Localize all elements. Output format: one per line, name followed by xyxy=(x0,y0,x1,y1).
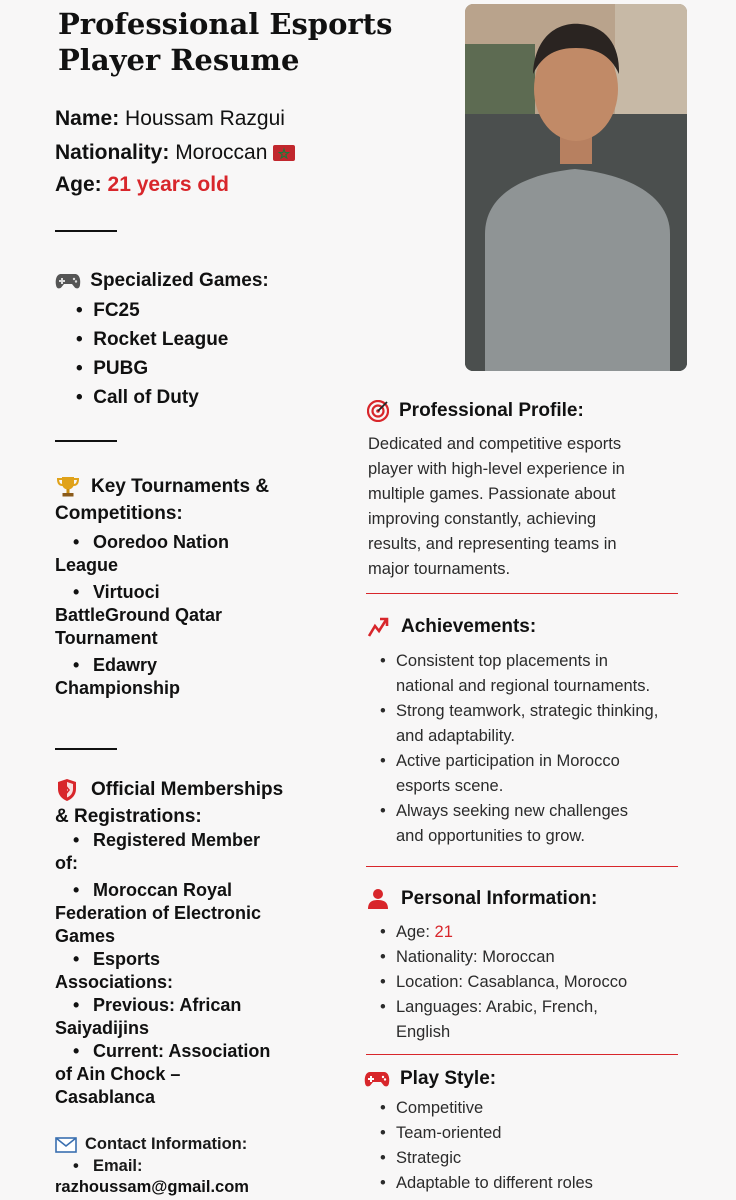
envelope-icon xyxy=(55,1137,77,1153)
achievement-item: • Strong teamwork, strategic thinking, and adaptability. xyxy=(380,702,659,745)
tournament-line: League xyxy=(55,555,119,575)
membership-line: Games xyxy=(55,926,116,946)
personal-languages: • Languages: Arabic, French, xyxy=(380,998,598,1016)
achievements-list xyxy=(368,649,658,849)
nationality-value: Moroccan xyxy=(175,141,268,164)
nationality-line xyxy=(55,138,295,167)
section-divider xyxy=(366,1054,678,1055)
shield-icon xyxy=(57,778,77,802)
tournament-line: BattleGround Qatar xyxy=(55,605,223,625)
personal-list: • Age: 21 • Nationality: Moroccan • Location: Casablanca, Morocco • Languages: Arabic, French, English xyxy=(368,920,627,1045)
achievement-item: • Active participation in Morocco esports scene. xyxy=(380,752,620,795)
playstyle-item: • Adaptable to different roles xyxy=(380,1174,593,1192)
chart-arrow-icon xyxy=(367,616,389,638)
trophy-icon xyxy=(55,476,81,498)
membership-line: Associations: xyxy=(55,972,174,992)
games-heading xyxy=(55,267,269,294)
playstyle-heading: Play Style: xyxy=(364,1066,496,1092)
achievement-item: • Consistent top placements in national and regional tournaments. xyxy=(380,652,651,695)
contact-email-label: • Email: xyxy=(73,1157,143,1175)
game-item: • PUBG xyxy=(76,358,149,379)
memberships-heading: Official Memberships & Registrations: xyxy=(55,779,284,827)
personal-heading: Personal Information: xyxy=(367,886,597,912)
gamepad-icon xyxy=(55,271,81,291)
membership-line: • Registered Member xyxy=(73,830,261,850)
playstyle-item: • Team-oriented xyxy=(380,1124,502,1142)
divider xyxy=(55,230,117,232)
tournaments-heading: Key Tournaments & Competitions: xyxy=(55,476,270,524)
age-value: 21 years old xyxy=(107,173,229,196)
tournament-line: Championship xyxy=(55,678,180,698)
section-divider xyxy=(366,593,678,594)
profile-heading: Professional Profile: xyxy=(367,398,584,424)
divider xyxy=(55,748,117,750)
membership-line: Saiyadijins xyxy=(55,1018,150,1038)
achievement-item: • Always seeking new challenges and opportunities to grow. xyxy=(380,802,629,845)
membership-line: • Esports xyxy=(73,949,161,969)
game-item: • Call of Duty xyxy=(76,387,199,408)
name-line xyxy=(55,104,285,133)
age-label: Age: xyxy=(55,173,102,196)
personal-location: • Location: Casablanca, Morocco xyxy=(380,973,628,991)
contact-email-link[interactable]: razhoussam@gmail.com xyxy=(55,1178,249,1196)
nationality-label: Nationality: xyxy=(55,141,170,164)
profile-photo xyxy=(465,4,687,371)
membership-line: • Previous: African xyxy=(73,995,242,1015)
memberships-list xyxy=(55,829,270,1109)
flag-icon xyxy=(273,145,295,161)
games-heading-text: Specialized Games: xyxy=(90,270,269,291)
contact-heading: Contact Information: xyxy=(55,1133,247,1155)
tournaments-list xyxy=(55,531,229,700)
personal-nationality: • Nationality: Moroccan xyxy=(380,948,555,966)
personal-age: • Age: 21 xyxy=(380,923,453,941)
playstyle-list xyxy=(368,1096,593,1196)
tournament-line: • Edawry xyxy=(73,655,158,675)
section-divider xyxy=(366,866,678,867)
game-item: • Rocket League xyxy=(76,329,229,350)
tournament-line: • Ooredoo Nation xyxy=(73,532,229,552)
playstyle-item: • Strategic xyxy=(380,1149,462,1167)
membership-line: of Ain Chock – xyxy=(55,1064,181,1084)
profile-photo-illustration xyxy=(465,4,687,371)
name-value: Houssam Razgui xyxy=(125,107,285,130)
profile-text: Dedicated and competitive esports player with high-level experience in multiple games. Passionate about improving constantly, achieving results, and representing teams in major tournaments. xyxy=(368,435,625,578)
membership-line: of: xyxy=(55,853,78,873)
name-label: Name: xyxy=(55,107,120,130)
tournament-line: • Virtuoci xyxy=(73,582,160,602)
age-line xyxy=(55,170,229,199)
game-item: • FC25 xyxy=(76,300,140,321)
page-title: Professional Esports Player Resume xyxy=(58,7,393,77)
membership-line: • Moroccan Royal xyxy=(73,880,233,900)
games-list xyxy=(76,296,228,412)
membership-line: Casablanca xyxy=(55,1087,156,1107)
target-icon xyxy=(367,400,389,422)
membership-line: Federation of Electronic xyxy=(55,903,262,923)
playstyle-item: • Competitive xyxy=(380,1099,484,1117)
person-icon xyxy=(367,888,389,910)
membership-line: • Current: Association xyxy=(73,1041,271,1061)
tournament-line: Tournament xyxy=(55,628,158,648)
divider xyxy=(55,440,117,442)
achievements-heading: Achievements: xyxy=(367,614,536,640)
gamepad-icon xyxy=(364,1069,390,1089)
